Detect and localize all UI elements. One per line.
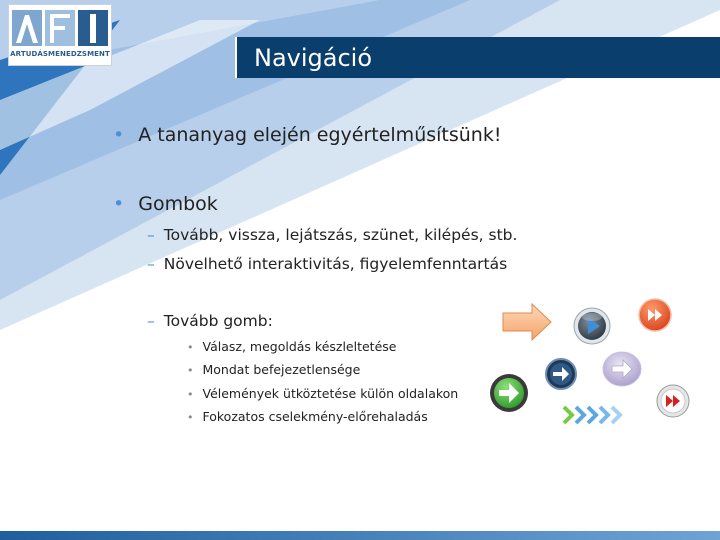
bullet-marker: • [113, 193, 125, 215]
sub-bullet-3 [147, 312, 273, 330]
sub-bullet-3-text: Tovább gomb: [163, 312, 273, 330]
sub-bullet-2-text: Növelhető interaktivitás, figyelemfenntartás [163, 255, 508, 273]
green-arrow-circle-icon [488, 372, 530, 414]
sub-sub-bullet-1-text: Válasz, megoldás készleltetése [202, 339, 397, 354]
orange-fast-forward-icon [637, 297, 673, 333]
sub-sub-bullet-3-text: Vélemények ütköztetése külön oldalakon [202, 386, 459, 401]
sub-sub-bullet-marker: • [187, 364, 194, 377]
slide-title: Navigáció [254, 44, 373, 72]
red-fast-forward-icon [655, 383, 691, 419]
bullet-1 [113, 124, 501, 146]
sub-sub-bullet-4-text: Fokozatos cselekmény-előrehaladás [202, 409, 428, 424]
orange-arrow-icon [502, 303, 552, 341]
sub-bullet-marker: – [147, 255, 155, 273]
bullet-2 [113, 193, 218, 215]
sub-bullet-marker: – [147, 312, 155, 330]
bullet-marker: • [113, 124, 125, 146]
bottom-stripe [0, 531, 720, 540]
sub-sub-bullet-marker: • [187, 388, 194, 401]
sub-sub-bullet-marker: • [187, 341, 194, 354]
sub-bullet-2 [147, 255, 507, 273]
purple-arrow-icon [601, 350, 643, 388]
sub-sub-bullet-3 [187, 386, 458, 401]
sub-bullet-1 [147, 226, 517, 244]
logo-text: ARTUDÁSMENEDZSMENT [10, 50, 110, 58]
sub-sub-bullet-2-text: Mondat befejezetlensége [202, 362, 361, 377]
sub-bullet-marker: – [147, 226, 155, 244]
sub-sub-bullet-marker: • [187, 411, 194, 424]
sub-sub-bullet-2 [187, 362, 360, 377]
bullet-1-text: A tananyag elején egyértelműsítsünk! [138, 124, 502, 146]
dark-blue-arrow-icon [544, 357, 578, 391]
sub-sub-bullet-4 [187, 409, 428, 424]
sub-bullet-1-text: Tovább, vissza, lejátszás, szünet, kilépés, stb. [163, 226, 518, 244]
bullet-2-text: Gombok [138, 193, 218, 215]
play-circle-icon [572, 306, 612, 346]
sub-sub-bullet-1 [187, 339, 396, 354]
chevrons-icon [560, 402, 628, 428]
